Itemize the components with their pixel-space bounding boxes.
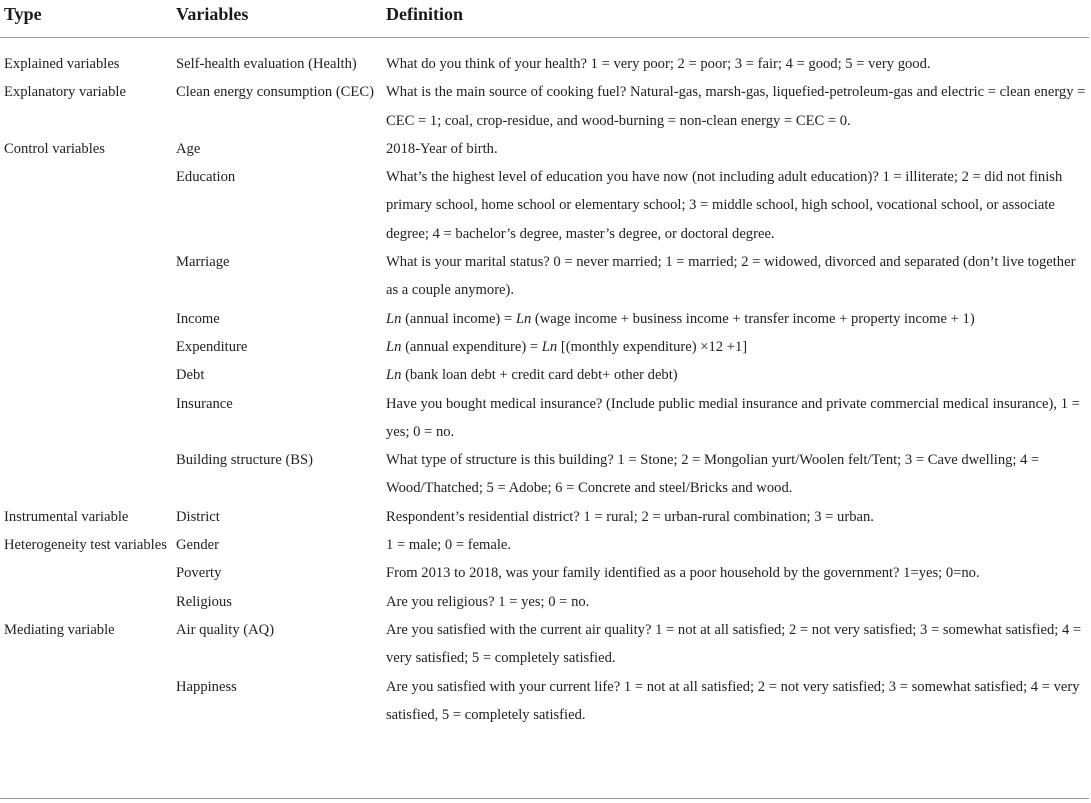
definition-cell: What is your marital status? 0 = never married; 1 = married; 2 = widowed, divorced and separated (don’t live together as a couple anymore). <box>386 254 1076 299</box>
table-row <box>0 305 1089 333</box>
definition-cell: What type of structure is this building? 1 = Stone; 2 = Mongolian yurt/Woolen felt/Tent; 3 = Cave dwelling; 4 = Wood/Thatched; 5 = Adobe; 6 = Concrete and steel/Bricks and wood. <box>386 452 1040 497</box>
table-row <box>0 503 1089 531</box>
type-cell: Explanatory variable <box>4 84 126 101</box>
variable-cell: Religious <box>176 593 232 610</box>
ln-symbol: Ln <box>515 310 532 327</box>
variable-cell: Clean energy consumption (CEC) <box>176 84 374 101</box>
definition-cell <box>386 333 1086 361</box>
ln-symbol: Ln <box>386 310 402 327</box>
type-cell <box>0 361 176 389</box>
variable-cell: Marriage <box>176 254 230 271</box>
variable-cell: Building structure (BS) <box>176 452 314 469</box>
ln-symbol: Ln <box>541 338 558 355</box>
table-row <box>0 588 1089 616</box>
variable-cell: Happiness <box>176 678 237 695</box>
table-row <box>0 616 1089 673</box>
table-row <box>0 390 1089 447</box>
definition-cell: What do you think of your health? 1 = very poor; 2 = poor; 3 = fair; 4 = good; 5 = very good. <box>386 56 931 72</box>
definition-cell: From 2013 to 2018, was your family identified as a poor household by the government? 1=yes; 0=no. <box>386 565 980 582</box>
definition-cell: Are you satisfied with your current life? 1 = not at all satisfied; 2 = not very satisfied; 3 = somewhat satisfied; 4 = very satisfied, 5 = completely satisfied. <box>386 678 1080 723</box>
variable-cell: Age <box>176 140 201 157</box>
ln-symbol: Ln <box>386 367 402 384</box>
table-row <box>0 333 1089 361</box>
definition-text: (annual expenditure) = <box>401 338 542 355</box>
variable-cell: Gender <box>176 537 219 554</box>
definition-cell: 2018-Year of birth. <box>386 140 498 157</box>
table-row <box>0 361 1089 389</box>
type-cell <box>0 446 176 503</box>
definition-cell: Have you bought medical insurance? (Include public medial insurance and private commercial medical insurance), 1 = yes; 0 = no. <box>386 395 1080 440</box>
table-row <box>0 673 1089 730</box>
table-row <box>0 78 1089 135</box>
table-header <box>0 0 1089 38</box>
definition-cell: 1 = male; 0 = female. <box>386 537 512 554</box>
type-cell <box>0 588 176 616</box>
header-definition: Definition <box>386 4 464 24</box>
definition-text: [(monthly expenditure) ×12 +1] <box>557 338 748 355</box>
definition-text: (annual income) = <box>401 310 516 327</box>
variable-cell: Air quality (AQ) <box>176 621 275 638</box>
table-row <box>0 163 1089 248</box>
type-cell: Heterogeneity test variables <box>4 537 167 554</box>
table-row <box>0 135 1089 163</box>
definition-cell: What’s the highest level of education you have now (not including adult education)? 1 = illiterate; 2 = did not finish primary school, home school or elementary school; 3 = middle school, high school, vocational school, or associate degree; 4 = bachelor’s degree, master’s degree, or doctoral degree. <box>386 169 1063 242</box>
definition-cell: Are you religious? 1 = yes; 0 = no. <box>386 593 590 610</box>
variable-cell: Income <box>176 310 220 327</box>
table-body <box>0 38 1089 729</box>
table-bottom-rule <box>0 798 1089 799</box>
type-cell <box>0 559 176 587</box>
type-cell <box>0 673 176 730</box>
type-cell: Instrumental variable <box>4 508 129 525</box>
variable-cell: District <box>176 508 220 525</box>
table-row <box>0 559 1089 587</box>
definition-cell: Respondent’s residential district? 1 = rural; 2 = urban-rural combination; 3 = urban. <box>386 508 874 525</box>
definition-cell <box>386 305 1086 333</box>
table-row <box>0 531 1089 559</box>
table-row <box>0 446 1089 503</box>
type-cell: Control variables <box>4 140 105 157</box>
definition-cell: What is the main source of cooking fuel? Natural-gas, marsh-gas, liquefied-petroleum-gas and electric = clean energy = CEC = 1; coal, crop-residue, and wood-burning = non-clean energy = CEC = 0. <box>386 84 1086 129</box>
table-row <box>0 50 1089 78</box>
type-cell <box>0 390 176 447</box>
table-row <box>0 248 1089 305</box>
header-type: Type <box>4 4 42 24</box>
definition-cell: Are you satisfied with the current air quality? 1 = not at all satisfied; 2 = not very satisfied; 3 = somewhat satisfied; 4 = very satisfied; 5 = completely satisfied. <box>386 621 1082 667</box>
definition-text: (wage income + business income + transfer income + property income + 1) <box>531 310 975 327</box>
ln-symbol: Ln <box>386 338 402 355</box>
variable-cell: Self-health evaluation (Health) <box>176 56 357 72</box>
variable-cell: Education <box>176 169 236 186</box>
type-cell <box>0 305 176 333</box>
type-cell: Explained variables <box>4 56 120 72</box>
variable-cell: Insurance <box>176 395 233 412</box>
type-cell <box>0 333 176 361</box>
type-cell <box>0 163 176 248</box>
type-cell <box>0 248 176 305</box>
variable-cell: Expenditure <box>176 338 248 355</box>
variable-cell: Poverty <box>176 565 222 582</box>
definition-text: (bank loan debt + credit card debt+ other debt) <box>401 367 678 384</box>
type-cell: Mediating variable <box>4 621 115 638</box>
variable-cell: Debt <box>176 367 205 384</box>
definition-cell <box>386 361 1086 389</box>
header-variables: Variables <box>176 4 249 24</box>
